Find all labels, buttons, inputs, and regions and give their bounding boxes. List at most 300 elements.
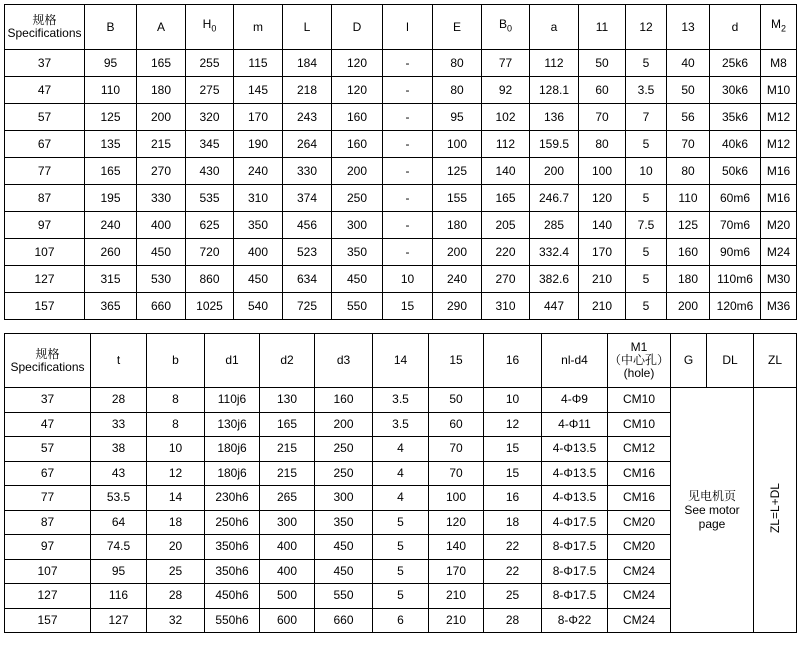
table-cell: 4-Φ11 [542,412,608,437]
table-cell: 165 [137,50,186,77]
table-cell: 200 [433,239,482,266]
table-cell: 310 [234,185,283,212]
table-cell: 25 [484,584,542,609]
table-cell: 25k6 [710,50,761,77]
table-cell: 60 [579,77,626,104]
spec-label-en: Specifications [7,26,82,40]
table-cell: 80 [433,50,482,77]
table-cell: 56 [667,104,710,131]
table-cell: 116 [91,584,147,609]
table-cell: 159.5 [530,131,579,158]
column-header [234,5,283,50]
column-header [482,5,530,50]
spec-label-en: Specifications [10,359,85,374]
column-header [383,5,433,50]
spec-cell: 57 [5,437,91,462]
table-cell: 8-Φ22 [542,608,608,633]
column-header-label: d [731,19,739,34]
column-header [710,5,761,50]
table-cell: 200 [137,104,186,131]
table-cell: CM20 [608,535,671,560]
spec-cell: 157 [5,608,91,633]
column-header [761,5,797,50]
table-cell: 25 [147,559,205,584]
table-cell: 535 [186,185,234,212]
table-cell: 350 [332,239,383,266]
table-cell: 8-Φ17.5 [542,535,608,560]
column-header [137,5,186,50]
table-cell: 218 [283,77,332,104]
table-cell: 265 [260,486,315,511]
table-cell: 170 [429,559,484,584]
table-cell: - [383,77,433,104]
table-cell: 315 [85,266,137,293]
table-cell: 180 [667,266,710,293]
column-header: d3 [315,334,373,388]
table-cell: 625 [186,212,234,239]
table-cell: 1025 [186,293,234,320]
table-cell: M12 [761,104,797,131]
table-cell: M24 [761,239,797,266]
table-cell: 170 [234,104,283,131]
table-cell: 130j6 [205,412,260,437]
table-cell: CM20 [608,510,671,535]
table-cell: 215 [137,131,186,158]
table-cell: 382.6 [530,266,579,293]
table-cell: M10 [761,77,797,104]
column-header-subscript: 2 [780,23,786,34]
table-cell: 260 [85,239,137,266]
table-cell: 243 [283,104,332,131]
table-cell: 180 [433,212,482,239]
table-cell: 120m6 [710,293,761,320]
table-cell: CM10 [608,388,671,413]
table-cell: 5 [626,239,667,266]
column-header: b [147,334,205,388]
table-cell: 125 [85,104,137,131]
spec-cell: 37 [5,388,91,413]
table-cell: 30k6 [710,77,761,104]
table-cell: 170 [579,239,626,266]
spec-cell: 127 [5,584,91,609]
table-row [5,293,797,320]
table-cell: 285 [530,212,579,239]
table-cell: 210 [579,293,626,320]
table-cell: 5 [373,535,429,560]
table-cell: - [383,185,433,212]
spec-cell: 67 [5,461,91,486]
table-cell: 40k6 [710,131,761,158]
table-cell: 80 [579,131,626,158]
table-row [5,158,797,185]
table-row [5,388,797,413]
table-cell: 7 [626,104,667,131]
table-cell: 725 [283,293,332,320]
spec-cell: 87 [5,510,91,535]
table-cell: 28 [484,608,542,633]
column-header: t [91,334,147,388]
column-header-label: B [106,19,115,34]
spec-header-cell [5,5,85,50]
table-cell: 165 [85,158,137,185]
table-cell: 500 [260,584,315,609]
table-cell: CM24 [608,559,671,584]
table-cell: M8 [761,50,797,77]
table-cell: 60m6 [710,185,761,212]
table-cell: 4 [373,437,429,462]
table-cell: 3.5 [373,388,429,413]
table-cell: 447 [530,293,579,320]
table-cell: 246.7 [530,185,579,212]
column-header [530,5,579,50]
table-cell: CM24 [608,584,671,609]
table-cell: 255 [186,50,234,77]
table-cell: - [383,50,433,77]
table-cell: 332.4 [530,239,579,266]
table-cell: 275 [186,77,234,104]
table-cell: 112 [530,50,579,77]
table-cell: 22 [484,535,542,560]
table-cell: 350h6 [205,559,260,584]
table-cell: 70 [579,104,626,131]
table-cell: 270 [482,266,530,293]
column-header: 15 [429,334,484,388]
table-cell: 110 [85,77,137,104]
table-cell: 10 [147,437,205,462]
table-cell: 5 [373,559,429,584]
column-header [283,5,332,50]
g-header: G [671,334,707,388]
table-cell: 200 [667,293,710,320]
table-cell: 160 [315,388,373,413]
table-cell: 160 [332,104,383,131]
spec-cell: 57 [5,104,85,131]
column-header-label: 11 [595,19,609,34]
table-cell: 136 [530,104,579,131]
table-cell: 125 [667,212,710,239]
table-row [5,212,797,239]
table-cell: 215 [260,461,315,486]
spec-cell: 67 [5,131,85,158]
table-cell: 165 [482,185,530,212]
table-cell: 5 [626,131,667,158]
table-cell: 220 [482,239,530,266]
table-row [5,239,797,266]
table-cell: 230h6 [205,486,260,511]
table-cell: 15 [383,293,433,320]
table-cell: 250 [315,461,373,486]
table-cell: 6 [373,608,429,633]
table-cell: 100 [429,486,484,511]
table-cell: 860 [186,266,234,293]
column-header [626,5,667,50]
table-cell: 4-Φ13.5 [542,486,608,511]
dimensions-table-1 [4,4,797,320]
column-header-label: M [770,17,781,32]
table-cell: 18 [484,510,542,535]
spec-cell: 77 [5,158,85,185]
m1-header-cell [608,334,671,388]
table-cell: 12 [147,461,205,486]
table-cell: 7.5 [626,212,667,239]
table-cell: 540 [234,293,283,320]
spec-cell: 87 [5,185,85,212]
table-row [5,266,797,293]
table-cell: 350 [315,510,373,535]
zl-header: ZL [754,334,797,388]
column-header [667,5,710,50]
table-cell: 112 [482,131,530,158]
table-cell: 15 [484,461,542,486]
m1-header-line: （中心孔） [608,353,669,367]
table-row [5,104,797,131]
table-cell: 120 [332,77,383,104]
table-cell: M12 [761,131,797,158]
table-cell: 550 [332,293,383,320]
table-cell: 400 [260,535,315,560]
table-cell: 10 [484,388,542,413]
column-header-label: E [452,19,461,34]
table-cell: 330 [283,158,332,185]
table-cell: 3.5 [626,77,667,104]
column-header [579,5,626,50]
m1-header-line: M1 [630,340,648,354]
table-cell: 70m6 [710,212,761,239]
table-cell: 110m6 [710,266,761,293]
table-row [5,131,797,158]
column-header [332,5,383,50]
motor-note-en-line2: page [698,517,726,531]
table-cell: 205 [482,212,530,239]
table-cell: 50 [429,388,484,413]
table-cell: 195 [85,185,137,212]
column-header: 14 [373,334,429,388]
table-cell: 35k6 [710,104,761,131]
column-header-label: B [498,17,507,32]
motor-note-en-line1: See motor [684,503,740,517]
spec-cell: 107 [5,559,91,584]
column-header [186,5,234,50]
column-header: d1 [205,334,260,388]
table-cell: 660 [315,608,373,633]
table-cell: 140 [429,535,484,560]
table-cell: 200 [315,412,373,437]
table-cell: 8 [147,412,205,437]
column-header-label: L [303,19,311,34]
spec-cell: 107 [5,239,85,266]
table-cell: 8 [147,388,205,413]
dimensions-table-2 [4,333,797,633]
table-cell: 200 [332,158,383,185]
table-cell: 240 [234,158,283,185]
table-cell: 5 [626,293,667,320]
table-cell: 365 [85,293,137,320]
table-cell: 450h6 [205,584,260,609]
table-cell: - [383,239,433,266]
table-cell: 95 [85,50,137,77]
spec-cell: 157 [5,293,85,320]
table-cell: 4-Φ13.5 [542,437,608,462]
table-cell: 180j6 [205,461,260,486]
table-cell: 120 [332,50,383,77]
table-cell: 12 [484,412,542,437]
column-header-label: 12 [639,19,653,34]
column-header-label: 13 [681,19,695,34]
table-cell: 14 [147,486,205,511]
table-cell: 720 [186,239,234,266]
table-cell: 200 [530,158,579,185]
table-cell: 374 [283,185,332,212]
column-header [433,5,482,50]
table-cell: 250 [315,437,373,462]
table-cell: 3.5 [373,412,429,437]
table-cell: 400 [234,239,283,266]
table-cell: 100 [579,158,626,185]
table-cell: 128.1 [530,77,579,104]
spec-label-cn: 规格 [32,13,57,27]
table-cell: 184 [283,50,332,77]
table-cell: 180 [137,77,186,104]
table-cell: 8-Φ17.5 [542,584,608,609]
table-cell: 450 [332,266,383,293]
table-cell: 95 [433,104,482,131]
column-header [85,5,137,50]
table-cell: 550h6 [205,608,260,633]
table-cell: 210 [429,584,484,609]
table-cell: CM24 [608,608,671,633]
column-header-label: D [352,19,362,34]
table-cell: 20 [147,535,205,560]
table-cell: 4 [373,486,429,511]
column-header: d2 [260,334,315,388]
table-cell: 102 [482,104,530,131]
table-cell: 5 [373,584,429,609]
table-cell: 660 [137,293,186,320]
table-cell: 180j6 [205,437,260,462]
table-cell: 64 [91,510,147,535]
table-cell: 330 [137,185,186,212]
table-cell: 300 [260,510,315,535]
table-cell: - [383,212,433,239]
table-cell: 350h6 [205,535,260,560]
table-cell: 53.5 [91,486,147,511]
table-cell: 70 [667,131,710,158]
table-cell: 300 [332,212,383,239]
table-cell: 210 [429,608,484,633]
table-cell: 120 [429,510,484,535]
table-cell: 145 [234,77,283,104]
table-cell: 456 [283,212,332,239]
zl-formula-cell [754,388,797,633]
table-cell: M16 [761,158,797,185]
table-cell: M30 [761,266,797,293]
table-cell: 350 [234,212,283,239]
table-cell: 4-Φ17.5 [542,510,608,535]
dl-header: DL [707,334,754,388]
table-cell: 127 [91,608,147,633]
table-cell: 50 [579,50,626,77]
table-cell: 240 [433,266,482,293]
table-cell: 110j6 [205,388,260,413]
spec-cell: 47 [5,77,85,104]
table-cell: 250 [332,185,383,212]
table-cell: 5 [626,50,667,77]
table-cell: M36 [761,293,797,320]
table-cell: CM16 [608,486,671,511]
table-cell: 74.5 [91,535,147,560]
spec-header-cell [5,334,91,388]
table-cell: 22 [484,559,542,584]
table-cell: 100 [433,131,482,158]
table-cell: 430 [186,158,234,185]
table-cell: 130 [260,388,315,413]
table-cell: 40 [667,50,710,77]
table-cell: 550 [315,584,373,609]
table-cell: CM16 [608,461,671,486]
table-cell: 70 [429,461,484,486]
table-cell: 28 [147,584,205,609]
table-cell: 110 [667,185,710,212]
table-cell: - [383,158,433,185]
table-cell: 18 [147,510,205,535]
table-cell: 92 [482,77,530,104]
table-cell: 120 [579,185,626,212]
table-cell: - [383,131,433,158]
table-cell: 215 [260,437,315,462]
table-cell: 160 [332,131,383,158]
table-cell: 345 [186,131,234,158]
table-cell: 43 [91,461,147,486]
table-cell: 320 [186,104,234,131]
table-cell: 80 [433,77,482,104]
table-cell: 5 [373,510,429,535]
table-cell: 70 [429,437,484,462]
spec-cell: 97 [5,212,85,239]
table-cell: 450 [137,239,186,266]
header-row [5,334,797,388]
table-cell: 4-Φ9 [542,388,608,413]
table-cell: 155 [433,185,482,212]
table-cell: 10 [383,266,433,293]
table-cell: 160 [667,239,710,266]
table-cell: 310 [482,293,530,320]
table-cell: 77 [482,50,530,77]
zl-formula: ZL=L+DL [767,483,782,534]
spec-cell: 77 [5,486,91,511]
column-header-label: a [550,19,558,34]
table-cell: M20 [761,212,797,239]
column-header-label: m [253,19,263,34]
table-cell: 115 [234,50,283,77]
table-cell: 38 [91,437,147,462]
motor-note-cell [671,388,754,633]
table-cell: 165 [260,412,315,437]
column-header-label: A [156,19,165,34]
spec-cell: 97 [5,535,91,560]
table-cell: 190 [234,131,283,158]
spec-cell: 47 [5,412,91,437]
table-row [5,185,797,212]
table-cell: 530 [137,266,186,293]
table-cell: 270 [137,158,186,185]
table-cell: 300 [315,486,373,511]
table-cell: 450 [234,266,283,293]
table-cell: 4 [373,461,429,486]
table-cell: 5 [626,266,667,293]
spec-label-cn: 规格 [35,346,60,361]
table-cell: 240 [85,212,137,239]
table-cell: 32 [147,608,205,633]
